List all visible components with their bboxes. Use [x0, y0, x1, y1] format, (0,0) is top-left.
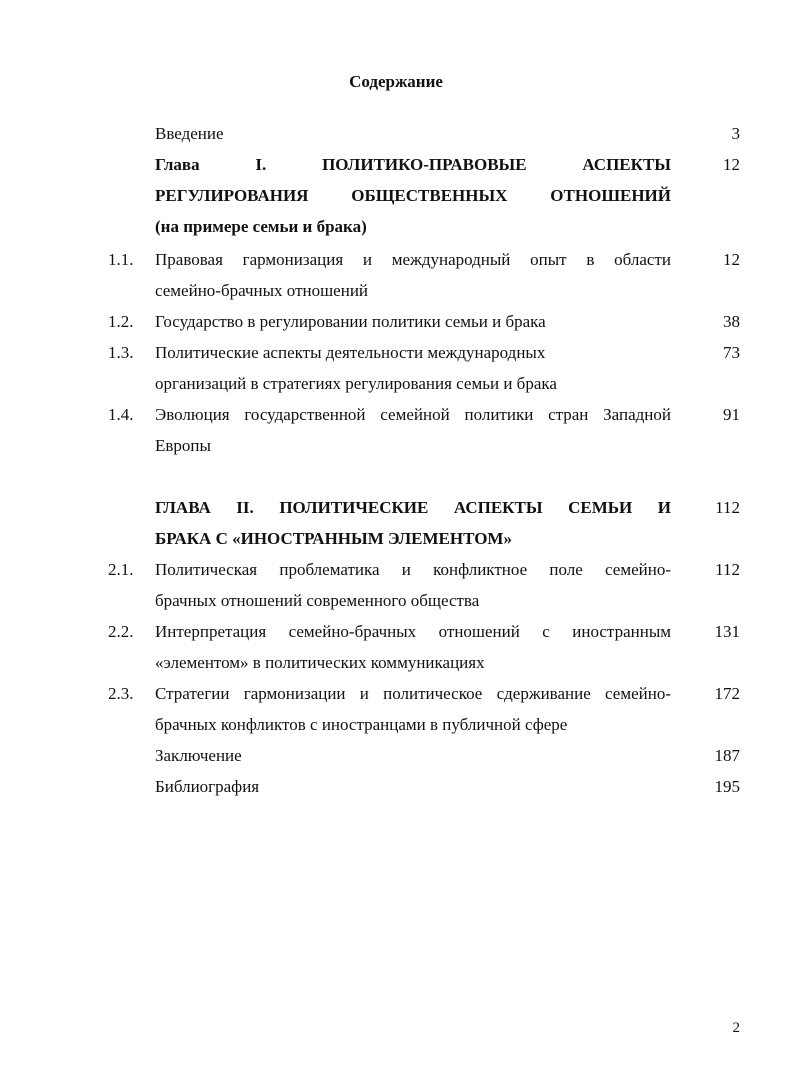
toc-section-number: 2.3. — [108, 684, 134, 703]
toc-section-1-1[interactable] — [0, 248, 792, 272]
page-title: Содержание — [349, 72, 443, 91]
toc-page-number: 131 — [714, 622, 740, 641]
toc-section-number: 1.2. — [108, 312, 134, 331]
toc-section-number: 2.1. — [108, 560, 134, 579]
toc-chapter-line: Глава I. ПОЛИТИКО-ПРАВОВЫЕ АСПЕКТЫ — [155, 155, 671, 174]
footer-page-number: 2 — [732, 1020, 740, 1036]
toc-page-number: 38 — [723, 312, 740, 331]
toc-section-1-4-line-2 — [0, 434, 792, 458]
toc-page-number: 12 — [723, 155, 740, 174]
toc-page-number: 172 — [714, 684, 740, 703]
toc-section-1-2[interactable] — [0, 310, 792, 334]
toc-page-number: 3 — [731, 124, 740, 143]
toc-chapter-line: ГЛАВА II. ПОЛИТИЧЕСКИЕ АСПЕКТЫ СЕМЬИ И — [155, 498, 671, 517]
toc-chapter-line: БРАКА С «ИНОСТРАННЫМ ЭЛЕМЕНТОМ» — [155, 529, 512, 548]
toc-section-line: семейно-брачных отношений — [155, 281, 369, 300]
toc-page-number: 112 — [715, 498, 740, 517]
toc-entry-label: Библиография — [155, 777, 260, 796]
toc-entry-intro[interactable] — [0, 122, 792, 146]
toc-section-line: «элементом» в политических коммуникациях — [155, 653, 485, 672]
toc-section-line: Стратегии гармонизации и политическое сдерживание семейно- — [155, 684, 671, 703]
toc-chapter-line: РЕГУЛИРОВАНИЯ ОБЩЕСТВЕННЫХ ОТНОШЕНИЙ — [155, 186, 671, 205]
toc-section-number: 1.1. — [108, 250, 134, 269]
toc-section-1-3[interactable] — [0, 341, 792, 365]
toc-chapter-2[interactable] — [0, 496, 792, 520]
toc-page-number: 73 — [723, 343, 740, 362]
toc-section-line: Европы — [155, 436, 211, 455]
toc-section-1-1-line-2 — [0, 279, 792, 303]
toc-page-number: 187 — [714, 746, 740, 765]
toc-section-line: Интерпретация семейно-брачных отношений с иностранным — [155, 622, 671, 641]
toc-section-line: Политическая проблематика и конфликтное поле семейно- — [155, 560, 671, 579]
toc-section-1-4[interactable] — [0, 403, 792, 427]
toc-section-number: 1.3. — [108, 343, 134, 362]
toc-page-number: 195 — [714, 777, 740, 796]
toc-section-2-3[interactable] — [0, 682, 792, 706]
toc-entry-bibliography[interactable] — [0, 775, 792, 799]
toc-page-number: 12 — [723, 250, 740, 269]
toc-entry-label: Заключение — [155, 746, 242, 765]
toc-chapter-2-line-2 — [0, 527, 792, 551]
toc-section-number: 1.4. — [108, 405, 134, 424]
toc-section-line: брачных конфликтов с иностранцами в публичной сфере — [155, 715, 568, 734]
toc-section-2-2[interactable] — [0, 620, 792, 644]
toc-section-line: организаций в стратегиях регулирования семьи и брака — [155, 374, 557, 393]
toc-section-line: Правовая гармонизация и международный опыт в области — [155, 250, 671, 269]
toc-section-number: 2.2. — [108, 622, 134, 641]
toc-section-line: Политические аспекты деятельности международных — [155, 343, 546, 362]
toc-entry-label: Введение — [155, 124, 224, 143]
toc-section-line: Эволюция государственной семейной политики стран Западной — [155, 405, 671, 424]
toc-section-line: Государство в регулировании политики семьи и брака — [155, 312, 546, 331]
toc-page-number: 91 — [723, 405, 740, 424]
toc-chapter-1-line-3 — [0, 215, 792, 239]
toc-section-line: брачных отношений современного общества — [155, 591, 480, 610]
toc-section-2-1[interactable] — [0, 558, 792, 582]
toc-chapter-line: (на примере семьи и брака) — [155, 217, 367, 236]
toc-entry-conclusion[interactable] — [0, 744, 792, 768]
toc-section-1-3-line-2 — [0, 372, 792, 396]
toc-section-2-1-line-2 — [0, 589, 792, 613]
toc-page-number: 112 — [715, 560, 740, 579]
toc-chapter-1[interactable] — [0, 153, 792, 177]
toc-chapter-1-line-2 — [0, 184, 792, 208]
toc-section-2-2-line-2 — [0, 651, 792, 675]
toc-section-2-3-line-2 — [0, 713, 792, 737]
